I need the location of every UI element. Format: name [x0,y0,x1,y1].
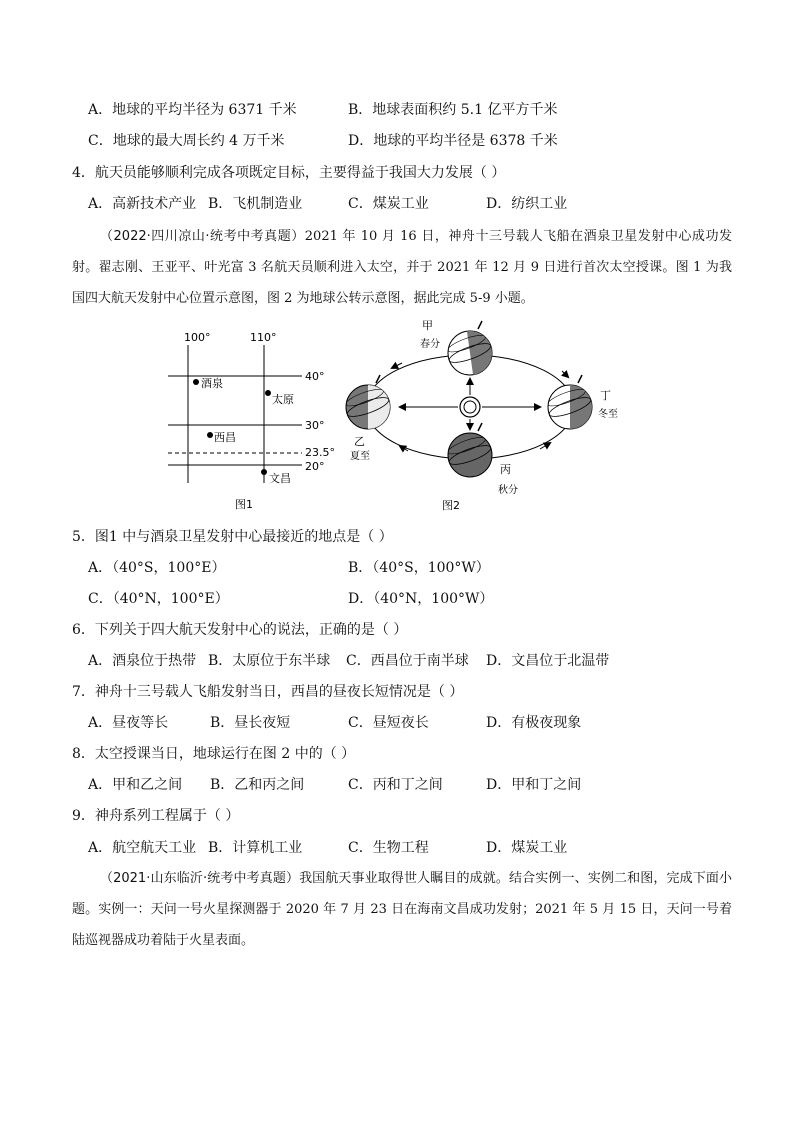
xichang-dot [207,432,213,438]
q6-option-a: A．酒泉位于热带 [88,653,197,669]
q7-stem: 7．神舟十三号载人飞船发射当日，西昌的昼夜长短情况是（ ） [72,684,464,700]
q5-stem: 5．图1 中与酒泉卫星发射中心最接近的地点是（ ） [72,529,393,545]
lat-30-label: 30° [305,419,325,432]
q3-option-b: B．地球表面积约 5.1 亿平方千米 [348,102,558,118]
q3-option-a: A．地球的平均半径为 6371 千米 [88,102,297,118]
q4-option-b: B．飞机制造业 [208,196,303,212]
jiuquan-dot [193,379,199,385]
figure-2-caption: 图2 [442,499,460,512]
q7-option-c: C．昼短夜长 [348,715,429,731]
xichang-label: 西昌 [214,431,236,444]
q9-stem: 9．神舟系列工程属于（ ） [72,808,240,824]
q6-option-c: C．西昌位于南半球 [346,653,469,669]
lat-40-label: 40° [305,370,325,383]
q5-option-b: B．（40°S，100°W） [348,560,490,576]
q8-option-a: A．甲和乙之间 [88,777,183,793]
q4-option-c: C．煤炭工业 [348,196,429,212]
passage-1-source: （2022·四川凉山·统考中考真题） [100,229,305,244]
yi-label: 乙 [354,435,365,448]
passage-1-text: 2021 年 10 月 16 日，神舟十三号载人飞船在酒泉卫星发射中心成功发射。翟志刚、王亚平、叶光富 3 名航天员顺利进入太空，并于 2021 年 12 月 9 日进行首次太空授课。图 1 为我国四大航天发射中心位置示意图，图 2 为地球公转示意图，据此完成 5-9 小题。 [72,229,732,306]
earth-jia-icon [446,321,497,377]
jia-label: 甲 [422,319,433,332]
jiuquan-label: 酒泉 [201,377,223,390]
lat-20-label: 20° [305,460,325,473]
q7-option-b: B．昼长夜短 [210,715,291,731]
orbit-arrow-upper-left [392,363,402,368]
q6-option-b: B．太原位于东半球 [208,653,331,669]
taiyuan-dot [265,390,271,396]
figure-1-caption: 图1 [235,498,253,511]
q5-option-d: D．（40°N，100°W） [348,591,494,607]
sun-icon [460,397,480,417]
earth-ding-icon [546,375,594,431]
lon-110-label: 110° [250,331,277,344]
q7-option-a: A．昼夜等长 [88,715,169,731]
ding-label: 丁 [600,389,611,402]
q8-stem: 8．太空授课当日，地球运行在图 2 中的（ ） [72,746,356,762]
q4-option-a: A．高新技术产业 [88,196,197,212]
q9-option-d: D．煤炭工业 [486,840,568,856]
orbit-arrow-upper-right [562,371,568,377]
q8-option-d: D．甲和丁之间 [486,777,582,793]
lon-100-label: 100° [184,331,211,344]
passage-2-source: （2021·山东临沂·统考中考真题） [100,871,300,886]
bing-label: 丙 [500,463,511,476]
jia-term-label: 春分 [420,339,440,350]
q7-option-d: D．有极夜现象 [486,715,582,731]
q6-stem: 6．下列关于四大航天发射中心的说法，正确的是（ ） [72,622,408,638]
earth-bing-icon [446,423,493,477]
earth-yi-icon [344,375,392,431]
q9-option-a: A．航空航天工业 [88,840,197,856]
q5-option-c: C．（40°N，100°E） [88,591,229,607]
figure-2-revolution-diagram [340,315,630,520]
q3-option-d: D．地球的平均半径是 6378 千米 [348,133,558,149]
q8-option-b: B．乙和丙之间 [210,777,305,793]
q3-option-c: C．地球的最大周长约 4 万千米 [88,133,285,149]
passage-1 [72,221,732,314]
passage-2 [72,863,732,956]
lat-23-5-label: 23.5° [305,446,335,459]
q8-option-c: C．丙和丁之间 [348,777,443,793]
q9-option-b: B．计算机工业 [208,840,303,856]
taiyuan-label: 太原 [272,393,294,406]
q4-stem: 4．航天员能够顺利完成各项既定目标，主要得益于我国大力发展（ ） [72,165,506,181]
q5-option-a: A．（40°S，100°E） [88,560,226,576]
yi-term-label: 夏至 [350,451,370,462]
bing-term-label: 秋分 [498,485,518,496]
wenchang-dot [261,469,267,475]
figure-1-location-map [160,325,340,515]
wenchang-label: 文昌 [269,472,291,485]
ding-term-label: 冬至 [598,409,618,420]
q9-option-c: C．生物工程 [348,840,429,856]
orbit-arrow-lower-right [540,443,550,449]
q4-option-d: D．纺织工业 [486,196,568,212]
q6-option-d: D．文昌位于北温带 [486,653,610,669]
passage-2-text: 我国航天事业取得世人瞩目的成就。结合实例一、实例二和图，完成下面小题。实例一：天问一号火星探测器于 2020 年 7 月 23 日在海南文昌成功发射；2021 年 5 月 15 日，天问一号着陆巡视器成功着陆于火星表面。 [72,871,732,948]
